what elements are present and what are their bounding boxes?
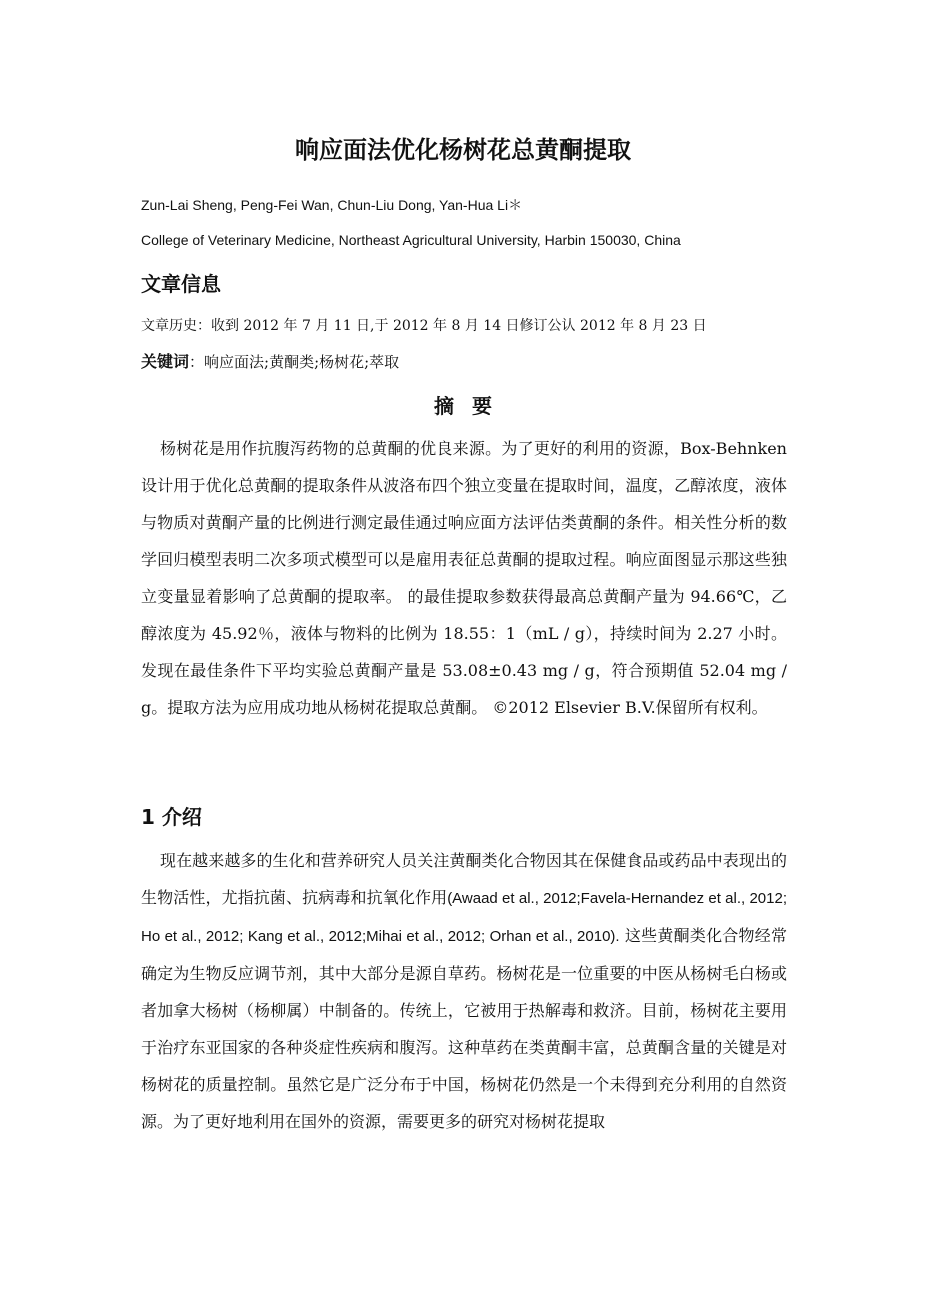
- abstract-heading: 摘要: [434, 394, 510, 418]
- article-info-heading: 文章信息: [141, 272, 221, 296]
- author-list: Zun-Lai Sheng, Peng-Fei Wan, Chun-Liu Dong, Yan-Hua Li＊: [141, 197, 523, 213]
- affiliation: College of Veterinary Medicine, Northeast Agricultural University, Harbin 150030, China: [141, 232, 681, 248]
- keywords-label: 关键词: [141, 352, 190, 371]
- keywords-text: ：响应面法;黄酮类;杨树花;萃取: [189, 353, 400, 371]
- article-history: 文章历史：收到 2012 年 7 月 11 日,于 2012 年 8 月 14 日修订公认 2012 年 8 月 23 日: [141, 318, 707, 334]
- intro-heading: 1 介绍: [141, 805, 202, 829]
- abstract-body: 杨树花是用作抗腹泻药物的总黄酮的优良来源。为了更好的利用的资源，Box-Behnken 设计用于优化总黄酮的提取条件从波洛布四个独立变量在提取时间，温度，乙醇浓度，液体与物质对黄酮产量的比例进行测定最佳通过响应面方法评估类黄酮的条件。相关性分析的数学回归模型表明二次多项式模型可以是雇用表征总黄酮的提取过程。响应面图显示那这些独立变量显着影响了总黄酮的提取率。 的最佳提取参数获得最高总黄酮产量为 94.66℃，乙醇浓度为 45.92％，液体与物料的比例为 18.55：1（mL / g），持续时间为 2.27 小时。发现在最佳条件下平均实验总黄酮产量是 53.08±0.43 mg / g，符合预期值 52.04 mg / g。提取方法为应用成功地从杨树花提取总黄酮。 ©2012 Elsevier B.V.保留所有权利。: [141, 439, 787, 717]
- intro-text-2: 这些黄酮类化合物经常确定为生物反应调节剂，其中大部分是源自草药。杨树花是一位重要的中医从杨树毛白杨或者加拿大杨树（杨柳属）中制备的。传统上，它被用于热解毒和救济。目前，杨树花主要用于治疗东亚国家的各种炎症性疾病和腹泻。这种草药在类黄酮丰富，总黄酮含量的关键是对杨树花的质量控制。虽然它是广泛分布于中国，杨树花仍然是一个未得到充分利用的自然资源。为了更好地利用在国外的资源，需要更多的研究对杨树花提取: [141, 926, 787, 1131]
- keywords-line: [141, 350, 399, 374]
- intro-text-1: 现在越来越多的生化和营养研究人员关注黄酮类化合物因其在保健食品或药品中表现出的生物活性，尤指抗菌、抗病毒和抗氧化作用: [141, 851, 787, 907]
- paper-title: 响应面法优化杨树花总黄酮提取: [295, 136, 631, 164]
- intro-citation: (Awaad et al., 2012;Favela-Hernandez et al., 2012; Ho et al., 2012; Kang et al., 2012;Mihai et al., 2012; Orhan et al., 2010).: [141, 890, 787, 945]
- intro-body: [141, 842, 787, 1140]
